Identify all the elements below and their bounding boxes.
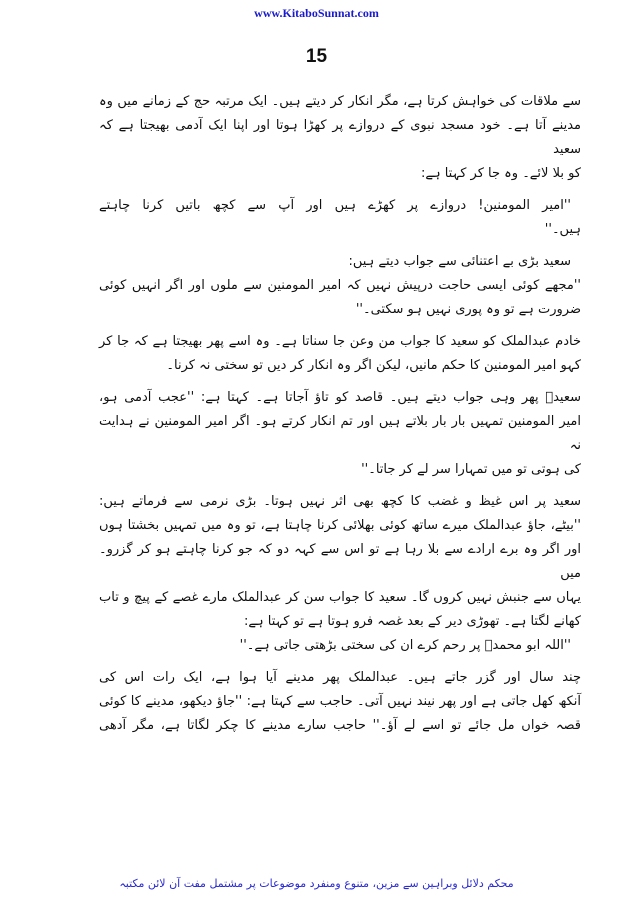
page-number: 15 [305,46,328,67]
text-line: سعید پر اس غیظ و غضب کا کچھ بھی اثر نہیں ہوتا۔ بڑی نرمی سے فرماتے ہیں: [99,494,581,509]
text-line: ''بیٹے، جاؤ عبدالملک میرے ساتھ کوئی بھلائی کرنا چاہتا ہے، تو وہ میں تمہیں بخشتا ہوں [99,518,581,533]
text-line: کہو امیر المومنین کا حکم مانیں، لیکن اگر وہ انکار کر دیں تو سختی نہ کرنا۔ [166,358,581,373]
text-line: سعیدؒ پھر وہی جواب دیتے ہیں۔ قاصد کو تاؤ آجاتا ہے۔ کہتا ہے: ''عجب آدمی ہو، [99,390,581,405]
site-url: www.KitaboSunnat.com [254,6,379,20]
text-line: قصہ خواں مل جائے تو اسے لے آؤ۔'' حاجب سارے مدینے کا چکر لگاتا ہے، مگر آدھی [99,718,581,733]
text-line: ضرورت ہے تو وہ پوری نہیں ہو سکتی۔'' [355,302,581,317]
text-line: مدینے آتا ہے۔ خود مسجد نبوی کے دروازے پر کھڑا ہوتا اور اپنا ایک آدمی بھیجتا ہے کہ سعید [99,118,581,157]
text-line: خادم عبدالملک کو سعید کا جواب من وعن جا سناتا ہے۔ وہ اسے پھر بھیجتا ہے کہ جا کر [99,334,581,349]
text-line: امیر المومنین تمہیں بار بار بلاتے ہیں اور تم انکار کرتے ہو۔ اگر امیر المومنین نے ہدایت نہ [99,414,581,453]
text-line: سے ملاقات کی خواہش کرتا ہے، مگر انکار کر دیتے ہیں۔ ایک مرتبہ حج کے زمانے میں وہ [99,94,581,109]
text-line: کی ہوتی تو میں تمہارا سر لے کر جاتا۔'' [361,462,581,477]
text-line: ''امیر المومنین! دروازے پر کھڑے ہیں اور آپ سے کچھ باتیں کرنا چاہتے [99,198,571,213]
text-line: سعید بڑی بے اعتنائی سے جواب دیتے ہیں: [348,254,571,269]
text-line: آنکھ کھل جاتی ہے اور پھر نیند نہیں آتی۔ حاجب سے کہتا ہے: ''جاؤ دیکھو، مدینے کا کوئی [99,694,581,709]
text-line: یہاں سے جنبش نہیں کروں گا۔ سعید کا جواب سن کر عبدالملک مارے غصے کے پیچ و تاب [99,590,581,605]
page-body [99,90,581,738]
text-line: کو بلا لائے۔ وہ جا کر کہتا ہے: [420,166,581,181]
text-line: ہیں۔'' [544,222,581,237]
text-line: ''اللہ ابو محمدؒ پر رحم کرے ان کی سختی بڑھتی جاتی ہے۔'' [239,638,571,653]
footer-tagline: محکم دلائل وبراہین سے مزین، متنوع ومنفرد موضوعات پر مشتمل مفت آن لائن مکتبہ [119,877,514,890]
text-line: چند سال اور گزر جاتے ہیں۔ عبدالملک پھر مدینے آیا ہوا ہے، ایک رات اس کی [99,670,581,685]
text-line: کھانے لگتا ہے۔ تھوڑی دیر کے بعد غصہ فرو ہوتا ہے تو کہتا ہے: [244,614,581,629]
text-line: ''مجھے کوئی ایسی حاجت درپیش نہیں کہ امیر المومنین سے ملوں اور اگر انہیں کوئی [99,278,581,293]
text-line: اور اگر وہ برے ارادے سے بلا رہا ہے تو اس سے کہہ دو کہ جو کرنا چاہتے ہو کر گزرو۔ میں [99,542,581,581]
